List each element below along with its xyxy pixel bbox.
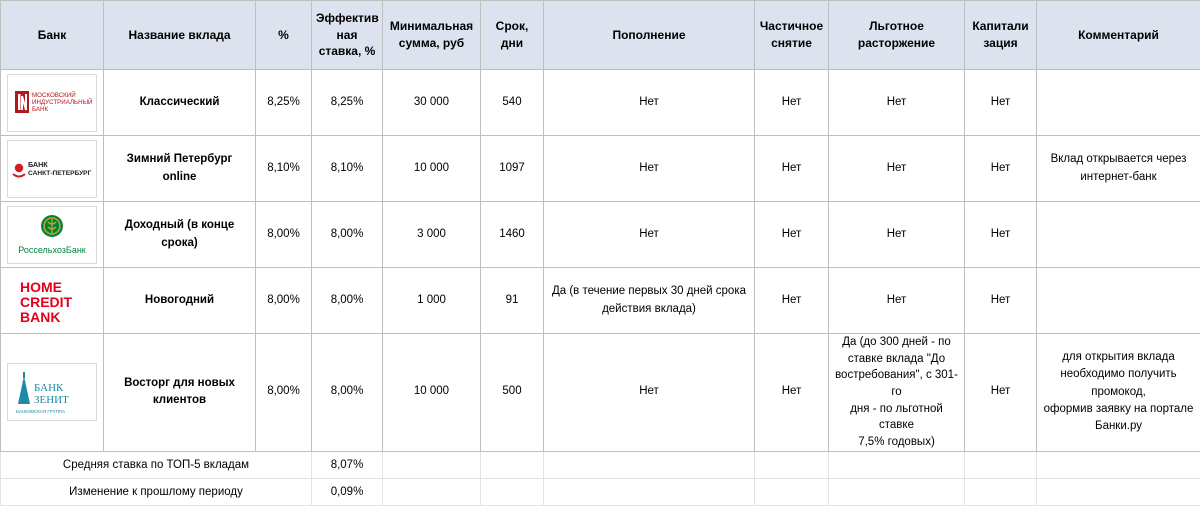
header-deposit-name: Название вклада bbox=[104, 1, 256, 70]
header-capitalization: Капитали зация bbox=[965, 1, 1037, 70]
zenit-logo bbox=[7, 363, 97, 421]
effective-rate-cell: 8,25% bbox=[312, 70, 383, 136]
svg-text:ИНДУСТРИАЛЬНЫЙ: ИНДУСТРИАЛЬНЫЙ bbox=[32, 98, 93, 106]
partial-withdrawal-cell: Нет bbox=[755, 136, 829, 202]
replenishment-cell: Нет bbox=[544, 334, 755, 452]
rshb-logo bbox=[7, 206, 97, 264]
average-rate-label: Средняя ставка по ТОП-5 вкладам bbox=[1, 451, 312, 478]
capitalization-cell: Нет bbox=[965, 70, 1037, 136]
header-row bbox=[1, 1, 1200, 70]
summary-section bbox=[1, 451, 1200, 505]
replenishment-cell: Нет bbox=[544, 70, 755, 136]
early-termination-cell: Нет bbox=[829, 136, 965, 202]
empty-cell bbox=[481, 451, 544, 478]
empty-cell bbox=[965, 451, 1037, 478]
comment-cell: Вклад открывается через интернет-банк bbox=[1037, 136, 1200, 202]
effective-rate-cell: 8,00% bbox=[312, 202, 383, 268]
deposit-name: Восторг для новых клиентов bbox=[104, 334, 256, 452]
early-termination-cell: Нет bbox=[829, 202, 965, 268]
min-sum-cell: 10 000 bbox=[383, 334, 481, 452]
header-replenishment: Пополнение bbox=[544, 1, 755, 70]
empty-cell bbox=[829, 451, 965, 478]
deposit-name: Новогодний bbox=[104, 268, 256, 334]
rate-cell: 8,00% bbox=[256, 334, 312, 452]
bank-cell bbox=[1, 268, 104, 334]
header-rate: % bbox=[256, 1, 312, 70]
change-label: Изменение к прошлому периоду bbox=[1, 478, 312, 505]
svg-text:BANK: BANK bbox=[20, 309, 60, 325]
svg-text:БАНК: БАНК bbox=[28, 160, 48, 169]
mib-logo bbox=[7, 74, 97, 132]
deposit-name: Доходный (в конце срока) bbox=[104, 202, 256, 268]
bank-cell bbox=[1, 70, 104, 136]
comment-cell: для открытия вклада необходимо получить промокод, оформив заявку на портале Банки.ру bbox=[1037, 334, 1200, 452]
bank-cell bbox=[1, 202, 104, 268]
empty-cell bbox=[829, 478, 965, 505]
bank-cell bbox=[1, 136, 104, 202]
header-partial-withdrawal: Частичное снятие bbox=[755, 1, 829, 70]
comment-cell bbox=[1037, 202, 1200, 268]
empty-cell bbox=[383, 478, 481, 505]
early-termination-cell: Нет bbox=[829, 70, 965, 136]
svg-text:БАНКОВСКАЯ ГРУППА: БАНКОВСКАЯ ГРУППА bbox=[16, 409, 65, 414]
min-sum-cell: 3 000 bbox=[383, 202, 481, 268]
replenishment-cell: Да (в течение первых 30 дней срока действия вклада) bbox=[544, 268, 755, 334]
min-sum-cell: 30 000 bbox=[383, 70, 481, 136]
bank-cell bbox=[1, 334, 104, 452]
comment-cell bbox=[1037, 268, 1200, 334]
table-row bbox=[1, 268, 1200, 334]
svg-text:РоссельхозБанк: РоссельхозБанк bbox=[18, 245, 86, 255]
bank-spb-logo bbox=[7, 140, 97, 198]
empty-cell bbox=[481, 478, 544, 505]
header-early-termination: Льготное расторжение bbox=[829, 1, 965, 70]
term-cell: 540 bbox=[481, 70, 544, 136]
effective-rate-cell: 8,00% bbox=[312, 268, 383, 334]
replenishment-cell: Нет bbox=[544, 202, 755, 268]
empty-cell bbox=[1037, 451, 1200, 478]
partial-withdrawal-cell: Нет bbox=[755, 334, 829, 452]
effective-rate-cell: 8,10% bbox=[312, 136, 383, 202]
change-row bbox=[1, 478, 1200, 505]
capitalization-cell: Нет bbox=[965, 334, 1037, 452]
term-cell: 1097 bbox=[481, 136, 544, 202]
svg-text:CREDIT: CREDIT bbox=[20, 294, 73, 310]
term-cell: 91 bbox=[481, 268, 544, 334]
empty-cell bbox=[755, 451, 829, 478]
header-bank: Банк bbox=[1, 1, 104, 70]
comment-cell bbox=[1037, 70, 1200, 136]
capitalization-cell: Нет bbox=[965, 202, 1037, 268]
rate-cell: 8,00% bbox=[256, 268, 312, 334]
rate-cell: 8,00% bbox=[256, 202, 312, 268]
header-comment: Комментарий bbox=[1037, 1, 1200, 70]
table-row bbox=[1, 136, 1200, 202]
replenishment-cell: Нет bbox=[544, 136, 755, 202]
empty-cell bbox=[544, 451, 755, 478]
svg-text:САНКТ-ПЕТЕРБУРГ: САНКТ-ПЕТЕРБУРГ bbox=[28, 170, 92, 177]
svg-text:HOME: HOME bbox=[20, 279, 62, 295]
svg-text:БАНК: БАНК bbox=[32, 106, 49, 113]
table-row bbox=[1, 202, 1200, 268]
deposit-rows bbox=[1, 70, 1200, 452]
empty-cell bbox=[544, 478, 755, 505]
change-value: 0,09% bbox=[312, 478, 383, 505]
home-credit-logo bbox=[7, 272, 97, 330]
deposit-name: Классический bbox=[104, 70, 256, 136]
table-row bbox=[1, 70, 1200, 136]
term-cell: 1460 bbox=[481, 202, 544, 268]
deposit-name: Зимний Петербург online bbox=[104, 136, 256, 202]
header-min-sum: Минимальная сумма, руб bbox=[383, 1, 481, 70]
rate-cell: 8,10% bbox=[256, 136, 312, 202]
capitalization-cell: Нет bbox=[965, 268, 1037, 334]
rate-cell: 8,25% bbox=[256, 70, 312, 136]
svg-text:ЗЕНИТ: ЗЕНИТ bbox=[34, 394, 69, 406]
average-rate-row bbox=[1, 451, 1200, 478]
early-termination-cell: Нет bbox=[829, 268, 965, 334]
partial-withdrawal-cell: Нет bbox=[755, 202, 829, 268]
partial-withdrawal-cell: Нет bbox=[755, 70, 829, 136]
capitalization-cell: Нет bbox=[965, 136, 1037, 202]
effective-rate-cell: 8,00% bbox=[312, 334, 383, 452]
min-sum-cell: 10 000 bbox=[383, 136, 481, 202]
term-cell: 500 bbox=[481, 334, 544, 452]
partial-withdrawal-cell: Нет bbox=[755, 268, 829, 334]
empty-cell bbox=[1037, 478, 1200, 505]
empty-cell bbox=[383, 451, 481, 478]
svg-text:МОСКОВСКИЙ: МОСКОВСКИЙ bbox=[32, 91, 76, 99]
header-effective-rate: Эффектив ная ставка, % bbox=[312, 1, 383, 70]
min-sum-cell: 1 000 bbox=[383, 268, 481, 334]
average-rate-value: 8,07% bbox=[312, 451, 383, 478]
table-row bbox=[1, 334, 1200, 452]
svg-text:БАНК: БАНК bbox=[34, 382, 64, 394]
header-term: Срок, дни bbox=[481, 1, 544, 70]
early-termination-cell: Да (до 300 дней - по ставке вклада "До востребования", с 301-го дня - по льготной ставке 7,5% годовых) bbox=[829, 334, 965, 452]
empty-cell bbox=[965, 478, 1037, 505]
empty-cell bbox=[755, 478, 829, 505]
